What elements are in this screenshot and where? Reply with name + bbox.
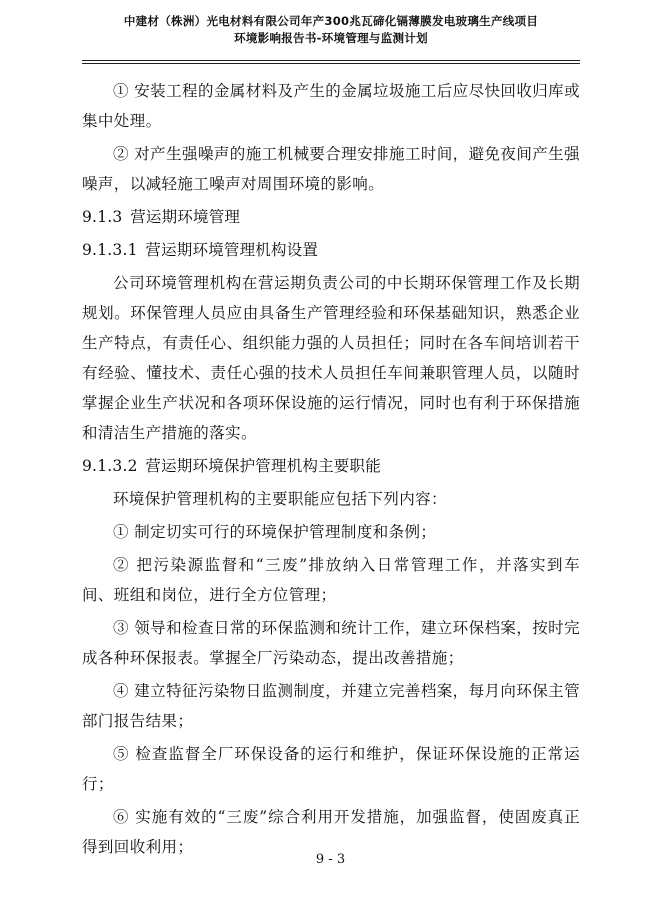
header-rule-thin	[82, 63, 580, 64]
section-title: 营运期环境管理机构设置	[145, 241, 319, 259]
list-item: ② 把污染源监督和“三废”排放纳入日常管理工作，并落实到车间、班组和岗位，进行全方位管理；	[82, 556, 580, 604]
page-body	[82, 76, 580, 865]
section-heading-9-1-3	[82, 202, 580, 232]
list-item: ④ 建立特征污染物日监测制度，并建立完善档案，每月向环保主管部门报告结果；	[82, 682, 580, 730]
section-heading-9-1-3-1	[82, 235, 580, 265]
section-number: 9.1.3	[82, 208, 123, 226]
section-number: 9.1.3.1	[82, 241, 138, 259]
section-number: 9.1.3.2	[82, 457, 138, 475]
paragraph-functions-intro: 环境保护管理机构的主要职能应包括下列内容：	[113, 490, 447, 508]
paragraph-noise: ② 对产生强噪声的施工机械要合理安排施工时间，避免夜间产生强噪声，以减轻施工噪声对周围环境的影响。	[82, 145, 580, 193]
paragraph-organization: 公司环境管理机构在营运期负责公司的中长期环保管理工作及长期规划。环保管理人员应由具备生产管理经验和环保基础知识，熟悉企业生产特点，有责任心、组织能力强的人员担任；同时在各车间培训若干有经验、懂技术、责任心强的技术人员担任车间兼职管理人员，以随时掌握企业生产状况和各项环保设施的运行情况，同时也有利于环保措施和清洁生产措施的落实。	[82, 274, 580, 442]
page-number: 9 - 3	[315, 852, 346, 867]
header-section-title: 环境影响报告书-环境管理与监测计划	[234, 31, 428, 45]
list-item: ③ 领导和检查日常的环保监测和统计工作，建立环保档案，按时完成各种环保报表。掌握全厂污染动态，提出改善措施；	[82, 619, 580, 667]
section-title: 营运期环境管理	[130, 208, 241, 226]
list-item: ① 制定切实可行的环境保护管理制度和条例；	[113, 523, 437, 541]
header-project-title: 中建材（株洲）光电材料有限公司年产300兆瓦碲化镉薄膜发电玻璃生产线项目	[123, 14, 539, 28]
list-item: ⑤ 检查监督全厂环保设备的运行和维护，保证环保设施的正常运行；	[82, 745, 580, 793]
section-heading-9-1-3-2	[82, 451, 580, 481]
document-header	[82, 13, 580, 47]
paragraph-metal-waste: ① 安装工程的金属材料及产生的金属垃圾施工后应尽快回收归库或集中处理。	[82, 82, 580, 130]
list-item: ⑥ 实施有效的“三废”综合利用开发措施，加强监督，使固废真正得到回收利用；	[82, 808, 580, 856]
section-title: 营运期环境保护管理机构主要职能	[145, 457, 381, 475]
header-rule-thick	[82, 60, 580, 61]
